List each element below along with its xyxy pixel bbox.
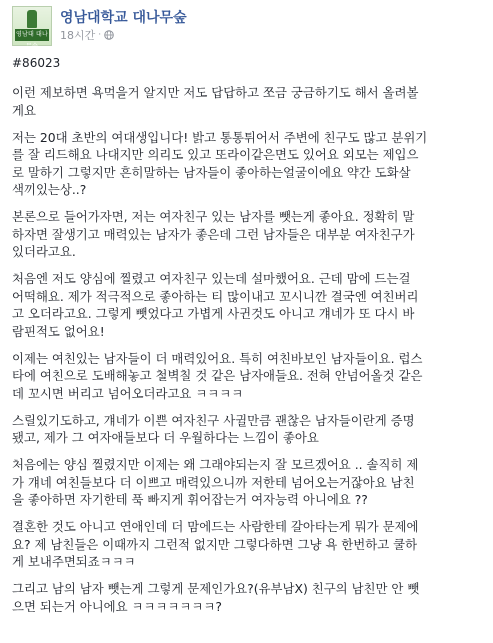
post-paragraph: 본론으로 들어가자면, 저는 여자친구 있는 남자를 뺏는게 좋아요. 정확히 말 하자면 잘생기고 매력있는 남자가 좋은데 그런 남자들은 대부분 여자친구가 있더라고요. [12, 209, 415, 259]
post-paragraph: 처음에는 양심 찔렸지만 이제는 왜 그래야되는지 잘 모르겠어요 .. 솔직히 제 가 걔네 여친들보다 더 이쁘고 매력있으니까 저한테 넘어오는거잖아요 남친 을 좋아하면 자기한테 푹 빠지게 휘어잡는거 여자능력 아니에요 ?? [12, 457, 419, 507]
post-header [12, 6, 482, 50]
post-body [12, 84, 482, 625]
post-paragraph: 이런 제보하면 욕먹을거 알지만 저도 답답하고 쪼금 궁금하기도 해서 올려볼 게요 [12, 85, 419, 118]
post-paragraph: 결혼한 것도 아니고 연애인데 더 맘에드는 사람한테 갈아타는게 뭐가 문제에 요? 제 남친들은 이때까지 그런적 없지만 그렇다하면 그냥 욕 한번하고 쿨하 게 보내주면되죠ㅋㅋㅋ [12, 519, 419, 569]
post-timestamp[interactable]: 18시간 [60, 29, 96, 42]
post-paragraph: 처음엔 저도 양심에 찔렸고 여자친구 있는데 설마했어요. 근데 맘에 드는걸 어떡해요. 제가 적극적으로 좋아하는 티 많이내고 꼬시니깐 결국엔 여친버리 고 오더라고요. 그렇게 뺏었다고 가볍게 사귄것도 아니고 걔네가 또 다시 바 람핀적도 없어요! [12, 271, 419, 339]
avatar-logo-text: 영남대 대나무숲 [15, 31, 49, 50]
page-avatar[interactable] [12, 6, 52, 50]
bamboo-figure-icon [27, 10, 37, 28]
post-paragraph: 저는 20대 초반의 여대생입니다! 밝고 통통튀어서 주변에 친구도 많고 분위기 를 잘 리드해요 나대지만 의리도 있고 또라이같은면도 있어요 외모는 제입으 로 말하기 그렇지만 흔히말하는 남자들이 좋아하는얼굴이에요 약간 도화살 색끼있는상..? [12, 129, 428, 197]
globe-icon [104, 30, 114, 40]
meta-separator: · [98, 30, 102, 40]
page-name-link[interactable]: 영남대학교 대나무숲 [60, 10, 187, 26]
post-paragraph: 이제는 여친있는 남자들이 더 매력있어요. 특히 여친바보인 남자들이요. 럽스 타에 여친으로 도배해놓고 철벽칠 것 같은 남자애들요. 전혀 안넘어올것 같은 데 꼬시면 버리고 넘어오더라고요 ㅋㅋㅋㅋ [12, 350, 423, 401]
post-meta [60, 27, 114, 43]
post-paragraph: 그리고 남의 남자 뺏는게 그렇게 문제인가요?(유부남X) 친구의 남친만 안 뺏 으면 되는거 아니에요 ㅋㅋㅋㅋㅋㅋㅋ? [12, 581, 420, 614]
post-paragraph: 스릴있기도하고, 걔네가 이쁜 여자친구 사귈만큼 괜찮은 남자들이란게 증명 됐고, 제가 그 여자애들보다 더 우월하다는 느낌이 좋아요 [12, 412, 415, 445]
post-hashtag[interactable]: #86023 [12, 56, 61, 70]
